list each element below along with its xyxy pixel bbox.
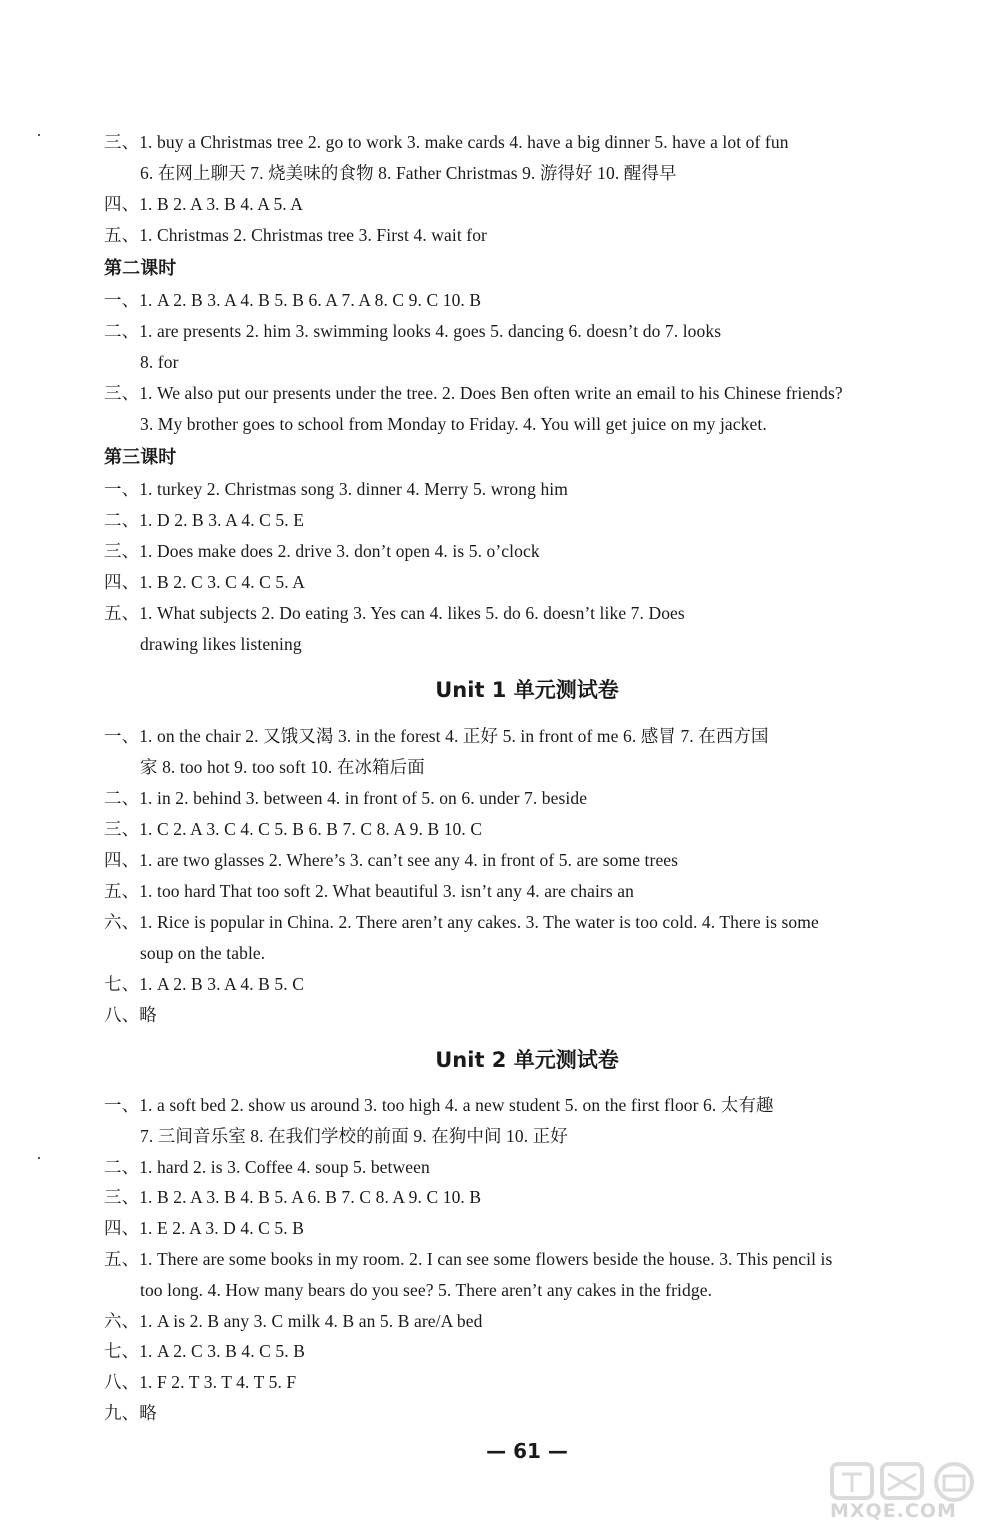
answer-line: 四、1. B 2. C 3. C 4. C 5. A [104,572,305,592]
answer-line: 五、1. There are some books in my room. 2. I can see some flowers beside the house. 3. This pencil is [104,1249,833,1269]
answer-line: 二、1. in 2. behind 3. between 4. in front of 5. on 6. under 7. beside [104,788,588,808]
watermark-logo-icon [826,1460,996,1504]
answer-line: 四、1. E 2. A 3. D 4. C 5. B [104,1218,304,1238]
answer-line: 一、1. turkey 2. Christmas song 3. dinner 4. Merry 5. wrong him [104,479,568,499]
answer-line: 3. My brother goes to school from Monday to Friday. 4. You will get juice on my jacket. [140,414,767,434]
answer-line: drawing likes listening [140,634,302,654]
answer-line: too long. 4. How many bears do you see? 5. There aren’t any cakes in the fridge. [140,1280,713,1300]
answer-line: 三、1. C 2. A 3. C 4. C 5. B 6. B 7. C 8. A 9. B 10. C [104,819,483,839]
answer-line: soup on the table. [140,943,266,963]
answer-line: 七、1. A 2. B 3. A 4. B 5. C [104,974,304,994]
unit-2-heading: Unit 2 单元测试卷 [435,1048,619,1072]
answer-line: 三、1. Does make does 2. drive 3. don’t open 4. is 5. o’clock [104,541,540,561]
answer-line: 七、1. A 2. C 3. B 4. C 5. B [104,1341,305,1361]
answer-line: 一、1. A 2. B 3. A 4. B 5. B 6. A 7. A 8. C 9. C 10. B [104,290,482,310]
answer-line: 三、1. B 2. A 3. B 4. B 5. A 6. B 7. C 8. A 9. C 10. B [104,1187,482,1207]
answer-line: 五、1. What subjects 2. Do eating 3. Yes can 4. likes 5. do 6. doesn’t like 7. Does [104,603,685,623]
lesson-heading: 第二课时 [104,258,177,279]
watermark-text: MXQE.COM [830,1500,957,1522]
answer-line: 六、1. A is 2. B any 3. C milk 4. B an 5. B are/A bed [104,1311,483,1331]
answer-line: 二、1. hard 2. is 3. Coffee 4. soup 5. between [104,1157,430,1177]
answer-line: 三、1. buy a Christmas tree 2. go to work 3. make cards 4. have a big dinner 5. have a lot of fun [104,132,789,152]
answer-line: 二、1. are presents 2. him 3. swimming looks 4. goes 5. dancing 6. doesn’t do 7. looks [104,321,722,341]
scan-speck [38,1157,40,1159]
answer-line: 四、1. are two glasses 2. Where’s 3. can’t see any 4. in front of 5. are some trees [104,850,679,870]
lesson-heading: 第三课时 [104,447,177,468]
answer-line: 6. 在网上聊天 7. 烧美味的食物 8. Father Christmas 9. 游得好 10. 醒得早 [140,163,677,183]
answer-line: 7. 三间音乐室 8. 在我们学校的前面 9. 在狗中间 10. 正好 [140,1126,568,1146]
unit-1-heading: Unit 1 单元测试卷 [435,678,619,702]
answer-line: 8. for [140,352,179,372]
answer-line: 三、1. We also put our presents under the tree. 2. Does Ben often write an email to his Chinese friends? [104,383,843,403]
answer-line: 八、1. F 2. T 3. T 4. T 5. F [104,1372,297,1392]
answer-line: 九、略 [104,1403,157,1423]
answer-line: 家 8. too hot 9. too soft 10. 在冰箱后面 [140,757,425,777]
answer-line: 一、1. on the chair 2. 又饿又渴 3. in the forest 4. 正好 5. in front of me 6. 感冒 7. 在西方国 [104,726,769,746]
answer-line: 五、1. Christmas 2. Christmas tree 3. First 4. wait for [104,225,487,245]
watermark [826,1460,996,1522]
page-number: — 61 — [486,1439,568,1463]
answer-line: 二、1. D 2. B 3. A 4. C 5. E [104,510,304,530]
answer-line: 五、1. too hard That too soft 2. What beautiful 3. isn’t any 4. are chairs an [104,881,634,901]
answer-line: 一、1. a soft bed 2. show us around 3. too high 4. a new student 5. on the first floor 6. 太有趣 [104,1095,774,1115]
answer-line: 八、略 [104,1005,157,1025]
answer-line: 六、1. Rice is popular in China. 2. There aren’t any cakes. 3. The water is too cold. 4. There is some [104,912,819,932]
answer-line: 四、1. B 2. A 3. B 4. A 5. A [104,194,304,214]
scan-speck [38,134,40,136]
